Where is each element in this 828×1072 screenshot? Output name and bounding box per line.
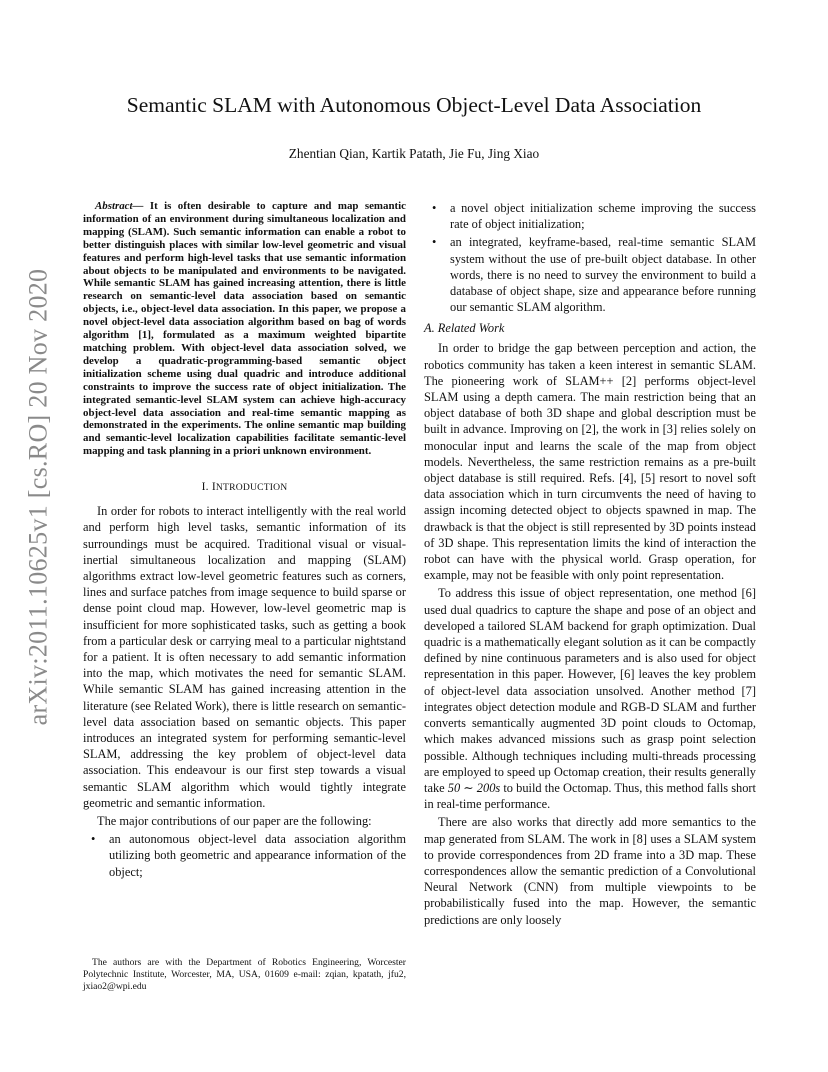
section-title-smallcaps: NTRODUCTION: [215, 482, 288, 494]
list-item-text: an autonomous object-level data association algorithm utilizing both geometric and appearance information of the object;: [109, 832, 406, 879]
intro-paragraph-1: In order for robots to interact intelligently with the real world and perform high level tasks, semantic information of its surroundings must be acquired. Traditional visual or visual-inertial simultaneous localization and mapping (SLAM) algorithms extract low-level geometric features such as corners, lines and surface patches from image sequence to build sparse or dense point cloud map. However, low-level geometric map is insufficient for more sophisticated tasks, such as getting a book from a particular desk or carrying meal to a particular nightstand for a patient. It is often necessary to add semantic information into the map, which motivates the need for semantic SLAM. While semantic SLAM has gained increasing attention in the literature (see Related Work), there is little research on semantic-level data association based on semantic objects. This paper introduces an integrated system for performing semantic-level SLAM, addressing the key problem of object-level data association. This endeavour is our first step towards a visual semantic SLAM algorithm which would tightly integrate geometric and semantic information.: [83, 504, 406, 810]
related-paragraph-2-part-b: to build the Octomap. Thus, this method falls short in real-time performance.: [424, 780, 756, 812]
bullet-icon: •: [91, 832, 96, 847]
list-item: [424, 200, 756, 232]
contributions-list-right: [424, 200, 756, 315]
arxiv-identifier-sidebar: [18, 238, 58, 756]
contributions-list-left: [83, 831, 406, 880]
section-heading-introduction: [83, 480, 406, 493]
related-paragraph-1: In order to bridge the gap between perception and action, the robotics community has taken a keen interest in semantic SLAM. The pioneering work of SLAM++ [2] performs object-level SLAM using a depth camera. The main restriction being that an object database of both 3D shape and global description must be built in advance. Improving on [2], the work in [3] relies solely on monocular input and learns the scale of the map from object models. Nevertheless, the same restriction remains as a pre-built object database is still required. Refs. [4], [5] resort to novel soft data association which in turn circumvents the need of having to assign incoming detected object to objects spawned in map. The drawback is that the object is still represented by 3D points instead of 3D shape. This representation limits the kind of interaction the robot can have with the physical world. Grasp operation, for example, may not be feasible with only point representation.: [424, 341, 756, 583]
paper-authors: Zhentian Qian, Kartik Patath, Jie Fu, Jing Xiao: [288, 146, 540, 161]
list-item-text: an integrated, keyframe-based, real-time semantic SLAM system without the use of pre-built object database. In other words, there is no need to survey the environment to build a database of object shape, size and appearance before running our semantic SLAM algorithm.: [450, 235, 756, 315]
bullet-icon: •: [432, 201, 437, 215]
related-paragraph-2: [424, 585, 756, 812]
related-paragraph-3: There are also works that directly add more semantics to the map generated from SLAM. The work in [8] uses a SLAM system to provide correspondences from 2D frame into a 3D map. These correspondences allow the semantic prediction of a Convolutional Neural Network (CNN) from multiple viewpoints to be probabilistically fused into the map. However, the semantic predictions are only loosely: [424, 815, 756, 927]
paper-title: Semantic SLAM with Autonomous Object-Level Data Association: [126, 93, 702, 117]
abstract: [83, 200, 406, 458]
list-item-text: a novel object initialization scheme improving the success rate of object initialization;: [450, 201, 756, 232]
related-paragraph-2-part-a: To address this issue of object representation, one method [6] used dual quadrics to capture the shape and pose of an object and developed a tailored SLAM backend for graph optimization. Dual quadric is a mathematically elegant solution as it can be compactly defined by nine continuous parameters and is also used for object representation in this paper. However, [6] leaves the key problem of object-level data association unsolved. Another method [7] integrates object detection module and RGB-D SLAM and further converts semantically augmented 3D point clouds to Octomap, which makes advanced missions such as grasp point selection possible. Although techniques including multi-threads processing are employed to speed up Octomap creation, their results generally take: [424, 586, 756, 795]
abstract-text: It is often desirable to capture and map semantic information of an environment during simultaneous localization and mapping (SLAM). Such semantic information can enable a robot to better distinguish places with similar low-level geometric and visual features and perform high-level tasks that use semantic information about objects to be manipulated and environments to be navigated. While semantic SLAM has gained increasing attention, there is little research on semantic-level data association based on semantic objects, i.e., object-level data association. In this paper, we propose a novel object-level data association algorithm based on bag of words algorithm [1], formulated as a maximum weighted bipartite matching problem. With object-level data association solved, we develop a quadratic-programming-based semantic object initialization scheme using dual quadric and introduce additional constraints to improve the success rate of object initialization. The integrated semantic-level SLAM system can achieve high-accuracy object-level data association and real-time semantic mapping as demonstrated in the experiments. The online semantic map building and semantic-level localization capabilities facilitate semantic-level mapping and task planning in a priori unknown environment.: [83, 200, 406, 458]
inline-math: 50 ∼ 200s: [447, 780, 501, 795]
right-column: [424, 200, 756, 930]
author-affiliation-footnote: The authors are with the Department of Robotics Engineering, Worcester Polytechnic Institute, Worcester, MA, USA, 01609 e-mail: zqian, kpatath, jfu2, jxiao2@wpi.edu: [83, 957, 406, 992]
section-number: I. I: [201, 480, 216, 494]
intro-paragraph-2: The major contributions of our paper are the following:: [97, 813, 372, 828]
bullet-icon: •: [432, 235, 437, 250]
list-item: [424, 234, 756, 315]
left-column: [83, 200, 406, 884]
list-item: [83, 831, 406, 880]
arxiv-id-text: arXiv:2011.10625v1 [cs.RO] 20 Nov 2020: [23, 268, 53, 726]
subsection-heading-related-work: A. Related Work: [424, 321, 505, 336]
abstract-lead: Abstract—: [95, 200, 144, 212]
